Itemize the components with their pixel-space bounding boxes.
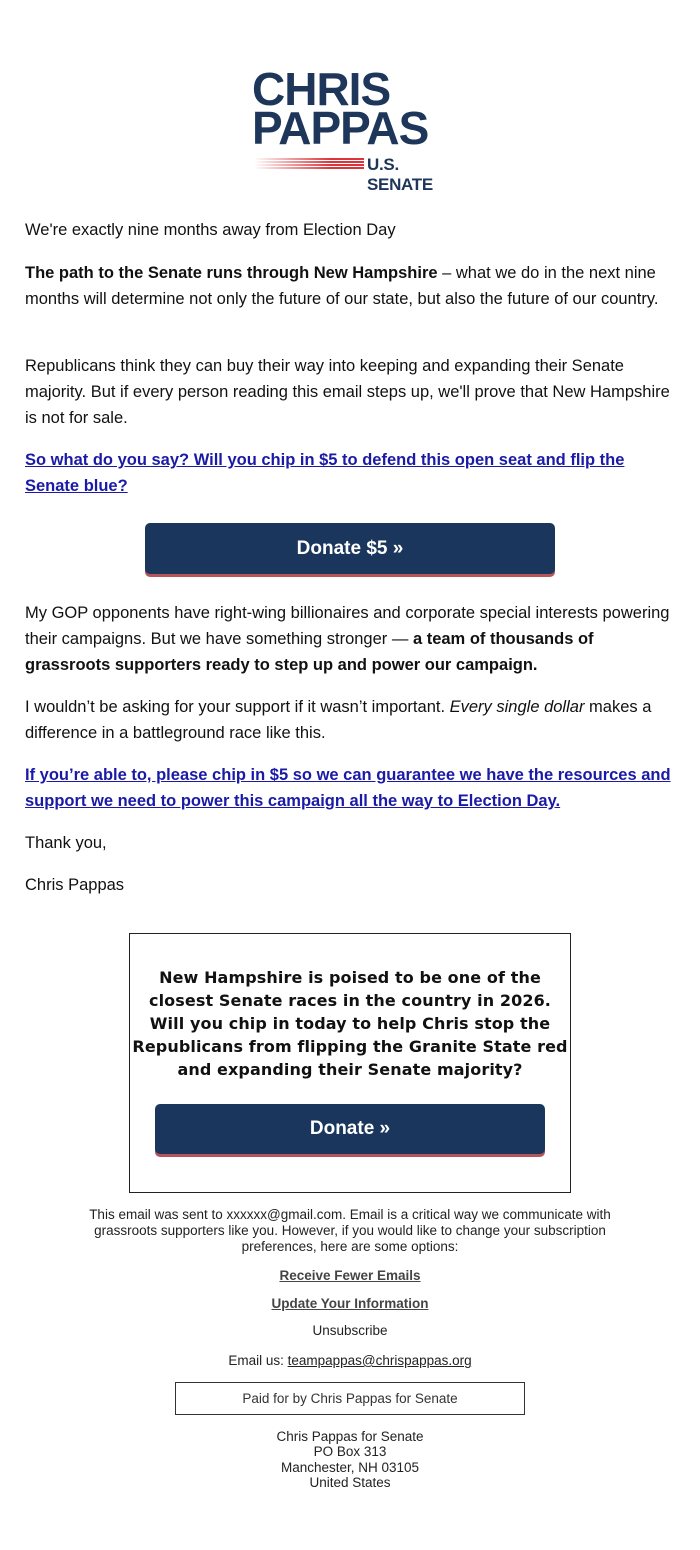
callout-box: [129, 933, 571, 1193]
donate-button[interactable]: Donate »: [155, 1104, 545, 1154]
footer-notice: This email was sent to xxxxxx@gmail.com. Email is a critical way we communicate with grassroots supporters like you. However, if you would like to change your subscription preferences, here are some options:: [89, 1207, 611, 1254]
email-address-link[interactable]: teampappas@chrispappas.org: [287, 1353, 472, 1368]
update-information-link[interactable]: Update Your Information: [271, 1296, 429, 1311]
logo-tagline: U.S. SENATE: [367, 155, 433, 194]
address-line-4: United States: [309, 1475, 391, 1490]
callout-text: New Hampshire is poised to be one of the closest Senate races in the country in 2026. Will you chip in today to help Chris stop the Republicans from flipping the Granite State red and expanding their Senate majority?: [132, 968, 568, 1079]
ask-link-paragraph: [25, 447, 680, 499]
path-bold: The path to the Senate runs through New Hampshire: [25, 264, 438, 282]
path-rest: – what we do in the next nine months will determine not only the future of our state, but also the future of our country.: [25, 264, 659, 308]
footer-update-row: [60, 1296, 640, 1312]
paid-for-disclaimer: Paid for by Chris Pappas for Senate: [175, 1382, 525, 1415]
support-text: I wouldn’t be asking for your support if it wasn’t important.: [25, 698, 450, 716]
logo-line-2: PAPPAS: [252, 102, 429, 154]
receive-fewer-emails-link[interactable]: Receive Fewer Emails: [279, 1268, 421, 1283]
gop-bold: a team of thousands of grassroots supporters ready to step up and power our campaign.: [25, 630, 594, 674]
republicans-paragraph: Republicans think they can buy their way into keeping and expanding their Senate majority. But if every person reading this email steps up, we'll prove that New Hampshire is not for sale.: [25, 357, 670, 427]
path-paragraph: [25, 260, 680, 312]
support-italic: Every single dollar: [449, 698, 585, 716]
chip-in-link-2[interactable]: If you’re able to, please chip in $5 so we can guarantee we have the resources and support we need to power this campaign all the way to Election Day.: [25, 766, 671, 810]
logo-line-1: CHRIS: [252, 63, 391, 115]
support-paragraph: [25, 694, 680, 746]
chip-in-link-1[interactable]: So what do you say? Will you chip in $5 to defend this open seat and flip the Senate blue?: [25, 451, 625, 495]
gop-paragraph: [25, 600, 680, 678]
support-end: makes a difference in a battleground race like this.: [25, 698, 652, 742]
signature: Chris Pappas: [25, 876, 125, 894]
campaign-logo: [252, 63, 452, 194]
address-line-2: PO Box 313: [313, 1444, 387, 1459]
email-us-row: [60, 1353, 640, 1369]
unsubscribe-link[interactable]: Unsubscribe: [312, 1323, 388, 1338]
signoff: Thank you,: [25, 834, 107, 852]
footer-fewer-row: [60, 1268, 640, 1284]
resources-link-paragraph: [25, 762, 680, 814]
email-us-label: Email us:: [228, 1353, 288, 1368]
donate-5-button[interactable]: Donate $5 »: [145, 523, 555, 574]
intro-paragraph: We're exactly nine months away from Election Day: [25, 221, 396, 239]
address-line-3: Manchester, NH 03105: [280, 1460, 420, 1475]
gop-text: My GOP opponents have right-wing billionaires and corporate special interests powering their campaigns. But we have something stronger —: [25, 604, 670, 648]
address-line-1: Chris Pappas for Senate: [276, 1429, 424, 1444]
logo-stripes-icon: [254, 158, 364, 172]
